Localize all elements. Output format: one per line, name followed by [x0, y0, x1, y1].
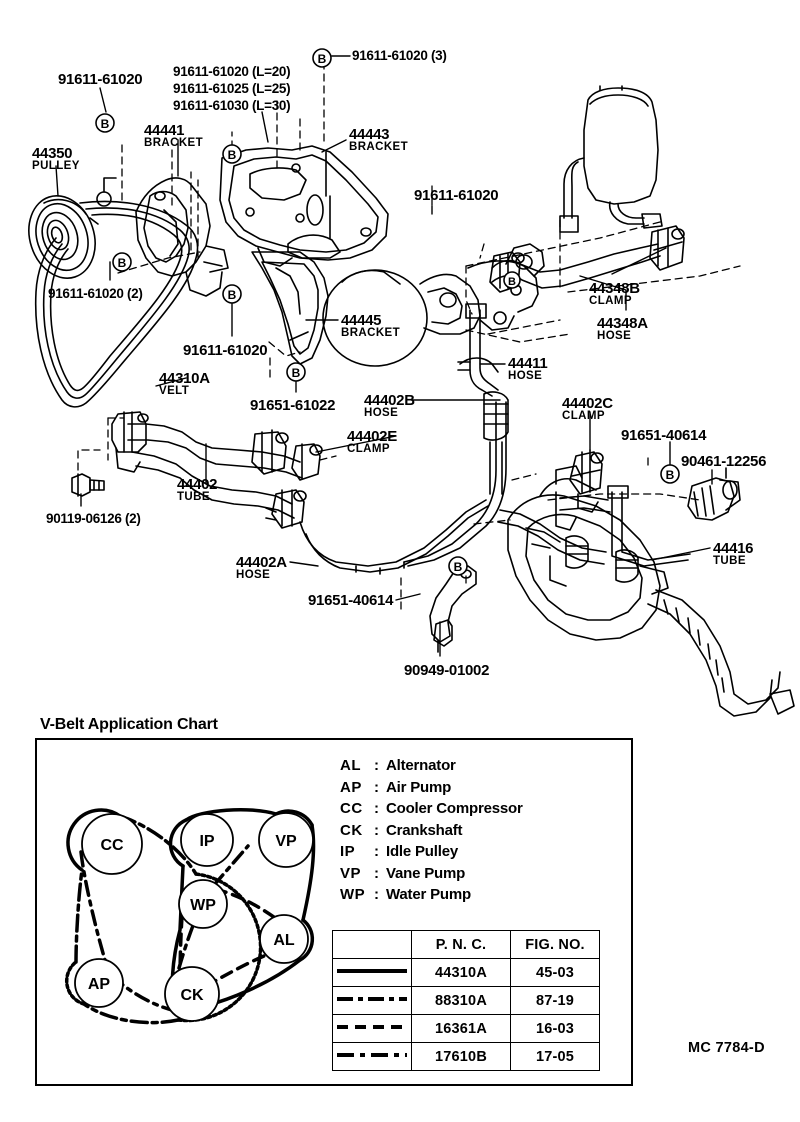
legend-colon: :	[374, 864, 379, 882]
callout-part-number: 44348B	[589, 280, 640, 297]
callout-91611-61020-3-	[352, 49, 447, 63]
svg-text:B: B	[508, 276, 516, 288]
belt-fig-cell: 17-05	[511, 1043, 600, 1071]
callout-part-name: BRACKET	[144, 137, 204, 150]
legend-description: Water Pump	[386, 886, 471, 903]
table-header-fig: FIG. NO.	[511, 931, 600, 959]
callout-part-number: 90119-06126 (2)	[46, 511, 141, 526]
callout-part-name: CLAMP	[347, 443, 390, 456]
svg-text:B: B	[317, 52, 327, 66]
table-row	[333, 1043, 600, 1071]
callout-part-number: 44402	[177, 476, 218, 493]
callout-part-number: 91611-61020 (3)	[352, 48, 447, 63]
callout-91611-61020	[183, 343, 267, 358]
callout-part-number: 91651-40614	[621, 427, 707, 444]
callout-part-number: 44411	[508, 355, 548, 372]
svg-text:B: B	[665, 468, 675, 482]
callout-90119-06126-2-	[46, 512, 141, 526]
svg-text:B: B	[117, 256, 127, 270]
callout-91611-61020-2-	[48, 287, 143, 301]
callout-91651-40614	[308, 593, 393, 608]
svg-text:B: B	[100, 117, 110, 131]
legend-description: Cooler Compressor	[386, 800, 523, 817]
tube-44402	[112, 412, 322, 528]
callout-part-number: 44445	[341, 312, 382, 329]
belt-pnc-cell: 16361A	[412, 1015, 511, 1043]
callout-44411	[508, 356, 547, 383]
callout-44350	[32, 146, 80, 173]
legend-description: Vane Pump	[386, 864, 466, 882]
table-row	[333, 959, 600, 987]
line-style-solid	[335, 960, 409, 982]
callout-part-name: CLAMP	[589, 295, 632, 308]
callout-part-number: 91651-40614	[308, 592, 394, 609]
callout-part-name: TUBE	[713, 555, 746, 568]
callout-part-name: BRACKET	[349, 141, 409, 154]
callout-part-number: 44350	[32, 145, 73, 162]
pulley-label-ip: IP	[199, 833, 215, 850]
legend-abbrev: VP	[340, 864, 362, 882]
callout-part-name: HOSE	[508, 370, 543, 383]
callout-91611-61030-l-30-	[173, 99, 290, 113]
callout-44441	[144, 123, 203, 150]
callout-91611-61020	[414, 188, 498, 203]
callout-part-number: 91611-61020	[183, 342, 268, 359]
sheet-code: MC 7784-D	[688, 1040, 765, 1056]
callout-part-number: 44441	[144, 122, 185, 139]
callout-part-number: 44402A	[236, 554, 287, 571]
belt-line-style-cell	[333, 987, 412, 1015]
callout-91651-61022	[250, 398, 335, 413]
callout-44348b	[589, 281, 640, 308]
callout-part-name: HOSE	[597, 330, 632, 343]
svg-text:B: B	[453, 560, 463, 574]
callout-part-number: 44402B	[364, 392, 415, 409]
line-style-dashed	[335, 1016, 409, 1038]
clip-90461-12256	[688, 468, 740, 520]
callout-part-number: 91611-61030 (L=30)	[173, 98, 291, 113]
belt-pnc-cell: 88310A	[412, 987, 511, 1015]
legend-colon: :	[374, 843, 379, 860]
callout-91611-61025-l-25-	[173, 82, 290, 96]
legend-colon: :	[374, 778, 379, 796]
pulley-label-cc: CC	[100, 837, 124, 854]
pulley-44350	[19, 178, 116, 287]
callout-part-number: 91611-61020 (2)	[48, 286, 143, 301]
pulley-label-ap: AP	[87, 976, 111, 993]
callout-part-name: CLAMP	[562, 410, 605, 423]
svg-text:B: B	[227, 288, 237, 302]
legend-row-cc	[340, 800, 523, 822]
bolt-90119-06126	[72, 474, 104, 496]
legend-description: Alternator	[386, 757, 456, 774]
belt-pnc-cell: 44310A	[412, 959, 511, 987]
legend-row-ap	[340, 779, 523, 801]
pulley-label-al: AL	[273, 932, 295, 949]
callout-part-name: BRACKET	[341, 327, 401, 340]
callout-44402e	[347, 429, 397, 456]
legend-row-wp	[340, 886, 523, 908]
callout-part-number: 91611-61020	[58, 71, 143, 88]
table-row	[333, 1015, 600, 1043]
clamp-bracket-90949-01002	[430, 566, 476, 652]
steering-gear-box	[498, 466, 794, 716]
belt-line-style-cell	[333, 1015, 412, 1043]
table-header-row	[333, 931, 600, 959]
legend-description: Air Pump	[386, 778, 452, 796]
callout-part-name: HOSE	[364, 407, 399, 420]
legend-colon: :	[374, 821, 379, 839]
table-row	[333, 987, 600, 1015]
legend-row-ip	[340, 843, 523, 865]
callout-44443	[349, 127, 408, 154]
belt-line-style-cell	[333, 959, 412, 987]
belt-pnc-cell: 17610B	[412, 1043, 511, 1071]
callout-91651-40614	[621, 428, 706, 443]
bracket-44443	[220, 146, 388, 266]
callout-90461-12256	[681, 454, 766, 469]
callout-part-name: VELT	[159, 385, 190, 398]
callout-part-number: 44416	[713, 540, 754, 557]
callout-44416	[713, 541, 753, 568]
callout-91611-61020	[58, 72, 142, 87]
table-header-pnc: P. N. C.	[412, 931, 511, 959]
callout-part-number: 91651-61022	[250, 397, 336, 414]
bracket-44441	[136, 178, 228, 296]
belt-line-style-cell	[333, 1043, 412, 1071]
legend-colon: :	[374, 800, 379, 817]
belt-fig-cell: 16-03	[511, 1015, 600, 1043]
svg-text:B: B	[227, 148, 237, 162]
callout-44402c	[562, 396, 613, 423]
belt-fig-cell: 45-03	[511, 959, 600, 987]
vane-pump-housing	[323, 244, 544, 366]
legend-row-ck	[340, 822, 523, 844]
belt-legend	[340, 757, 523, 908]
callout-part-name: HOSE	[236, 569, 271, 582]
legend-abbrev: AL	[340, 757, 361, 774]
callout-44402b	[364, 393, 415, 420]
pulley-label-wp: WP	[190, 897, 216, 914]
callout-44402	[177, 477, 217, 504]
legend-abbrev: WP	[340, 886, 366, 903]
legend-description: Idle Pulley	[386, 843, 458, 860]
line-style-dash-dot-dash	[335, 988, 409, 1010]
legend-abbrev: CK	[340, 821, 363, 839]
callout-part-number: 44310A	[159, 370, 210, 387]
belt-routing-diagram	[35, 738, 335, 1086]
pulley-label-ck: CK	[180, 987, 204, 1004]
line-style-dash-dot	[335, 1044, 409, 1066]
legend-row-vp	[340, 865, 523, 887]
callout-part-number: 91611-61020 (L=20)	[173, 64, 291, 79]
belt-fig-cell: 87-19	[511, 987, 600, 1015]
svg-text:B: B	[291, 366, 301, 380]
legend-colon: :	[374, 886, 379, 903]
callout-part-number: 90461-12256	[681, 453, 767, 470]
legend-abbrev: CC	[340, 800, 363, 817]
callout-part-name: TUBE	[177, 491, 210, 504]
callout-44402a	[236, 555, 287, 582]
reservoir-tank	[560, 86, 662, 232]
callout-part-number: 44443	[349, 126, 390, 143]
table-header-style	[333, 931, 412, 959]
callout-90949-01002	[404, 663, 489, 678]
callout-91611-61020-l-20-	[173, 65, 290, 79]
callout-44348a	[597, 316, 648, 343]
legend-description: Crankshaft	[386, 821, 463, 839]
callout-part-number: 90949-01002	[404, 662, 490, 679]
callout-part-number: 44348A	[597, 315, 648, 332]
legend-colon: :	[374, 757, 379, 774]
legend-abbrev: IP	[340, 843, 356, 860]
pnc-fig-table	[332, 930, 600, 1071]
chart-title: V-Belt Application Chart	[38, 716, 222, 734]
callout-part-name: PULLEY	[32, 160, 80, 173]
callout-44310a	[159, 371, 210, 398]
legend-abbrev: AP	[340, 778, 362, 796]
legend-row-al	[340, 757, 523, 779]
callout-part-number: 44402E	[347, 428, 397, 445]
pulley-label-vp: VP	[275, 833, 297, 850]
callout-44445	[341, 313, 400, 340]
callout-part-number: 44402C	[562, 395, 613, 412]
callout-part-number: 91611-61020	[414, 187, 499, 204]
callout-part-number: 91611-61025 (L=25)	[173, 81, 291, 96]
